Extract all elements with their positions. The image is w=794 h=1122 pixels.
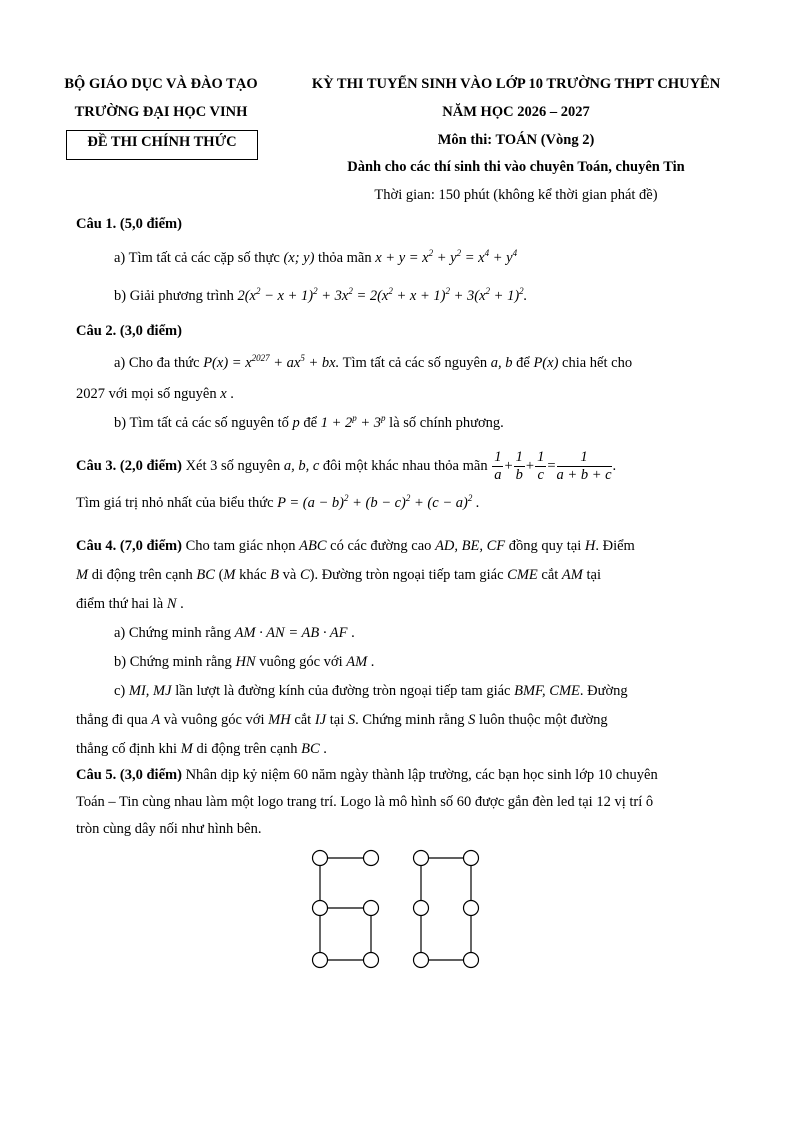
led-node xyxy=(464,851,479,866)
question-1a: a) Tìm tất cả các cặp số thực (x; y) thỏa mãn $x + y = x^2 + y^2 = x^4 + y^4$ xyxy=(114,248,518,266)
question-4-line3: điểm thứ hai là N . xyxy=(76,596,184,612)
question-1b: b) Giải phương trình $2(x^2 - x + 1)^2 + 3x^2 = 2(x^2 + x + 1)^2 + 3(x^2 + 1)^2$. xyxy=(114,286,528,304)
question-1-title: Câu 1. (5,0 điểm) xyxy=(76,216,182,232)
university-name: TRƯỜNG ĐẠI HỌC VINH xyxy=(74,104,248,120)
question-4c: c) MI, MJ lần lượt là đường kính của đường tròn ngoại tiếp tam giác BMF, CME. Đường xyxy=(114,683,628,699)
led-node xyxy=(364,953,379,968)
question-1 xyxy=(76,210,718,315)
led-node xyxy=(313,901,328,916)
question-3-line1: Câu 3. (2,0 điểm) Xét 3 số nguyên a, b, c đôi một khác nhau thỏa mãn $\frac{1}{a}$ + $\frac{1}{b}$ + $\frac{1}{c}$ = $\frac{1}{a + b + c}$ . xyxy=(76,449,617,484)
question-5 xyxy=(76,762,718,843)
led-node xyxy=(414,901,429,916)
question-4b: b) Chứng minh rằng HN vuông góc với AM . xyxy=(114,654,375,670)
led-node xyxy=(464,901,479,916)
subject: Môn thi: TOÁN (Vòng 2) xyxy=(437,132,595,148)
question-4a: a) Chứng minh rằng AM · AN = AB · AF . xyxy=(114,625,355,641)
question-2-title: Câu 2. (3,0 điểm) xyxy=(76,323,182,339)
audience: Dành cho các thí sinh thi vào chuyên Toán, chuyên Tin xyxy=(347,159,685,175)
question-4-line1: Câu 4. (7,0 điểm) Cho tam giác nhọn ABC có các đường cao AD, BE, CF đồng quy tại H. Điểm xyxy=(76,538,635,554)
led-node xyxy=(414,851,429,866)
question-3-line2: Tìm giá trị nhỏ nhất của biểu thức $P = (a - b)^2 + (b - c)^2 + (c - a)^2$ . xyxy=(76,493,480,511)
question-5-line3: tròn cùng dây nối như hình bên. xyxy=(76,821,262,837)
time-allowed: Thời gian: 150 phút (không kể thời gian phát đề) xyxy=(374,187,658,203)
question-4-line2: M di động trên cạnh BC (M khác B và C). Đường tròn ngoại tiếp tam giác CME cắt AM tại xyxy=(76,567,601,583)
ministry-name: BỘ GIÁO DỤC VÀ ĐÀO TẠO xyxy=(64,76,258,92)
question-5-line2: Toán – Tin cùng nhau làm một logo trang trí. Logo là mô hình số 60 được gắn đèn led tại 12 vị trí ô xyxy=(76,794,654,810)
question-3 xyxy=(76,446,718,520)
led-node xyxy=(364,851,379,866)
question-4c-line2: thẳng đi qua A và vuông góc với MH cắt IJ tại S. Chứng minh rằng S luôn thuộc một đường xyxy=(76,712,608,728)
question-5-title: Câu 5. (3,0 điểm) xyxy=(76,767,182,783)
question-4 xyxy=(76,532,718,764)
question-3-title: Câu 3. (2,0 điểm) xyxy=(76,458,182,474)
question-2 xyxy=(76,317,718,438)
led-node xyxy=(414,953,429,968)
official-exam-label: ĐỀ THI CHÍNH THỨC xyxy=(66,130,258,160)
question-2a-cont: 2027 với mọi số nguyên x . xyxy=(76,386,234,402)
logo-60-figure xyxy=(300,845,490,975)
question-2b: b) Tìm tất cả các số nguyên tố p để $1 + 2^p + 3^p$ là số chính phương. xyxy=(114,413,504,431)
question-5-line1: Câu 5. (3,0 điểm) Nhân dịp kỷ niệm 60 năm ngày thành lập trường, các bạn học sinh lớp 10 chuyên xyxy=(76,767,658,783)
led-node xyxy=(464,953,479,968)
exam-title: KỲ THI TUYỂN SINH VÀO LỚP 10 TRƯỜNG THPT CHUYÊN xyxy=(311,76,721,92)
school-year: NĂM HỌC 2026 – 2027 xyxy=(442,104,590,120)
question-4c-line3: thẳng cố định khi M di động trên cạnh BC . xyxy=(76,741,327,757)
led-node xyxy=(364,901,379,916)
led-node xyxy=(313,851,328,866)
question-2a: a) Cho đa thức $P(x) = x^{2027} + ax^5$ + bx. Tìm tất cả các số nguyên a, b để P(x) chia hết cho xyxy=(114,353,633,371)
led-node xyxy=(313,953,328,968)
question-4-title: Câu 4. (7,0 điểm) xyxy=(76,538,182,554)
